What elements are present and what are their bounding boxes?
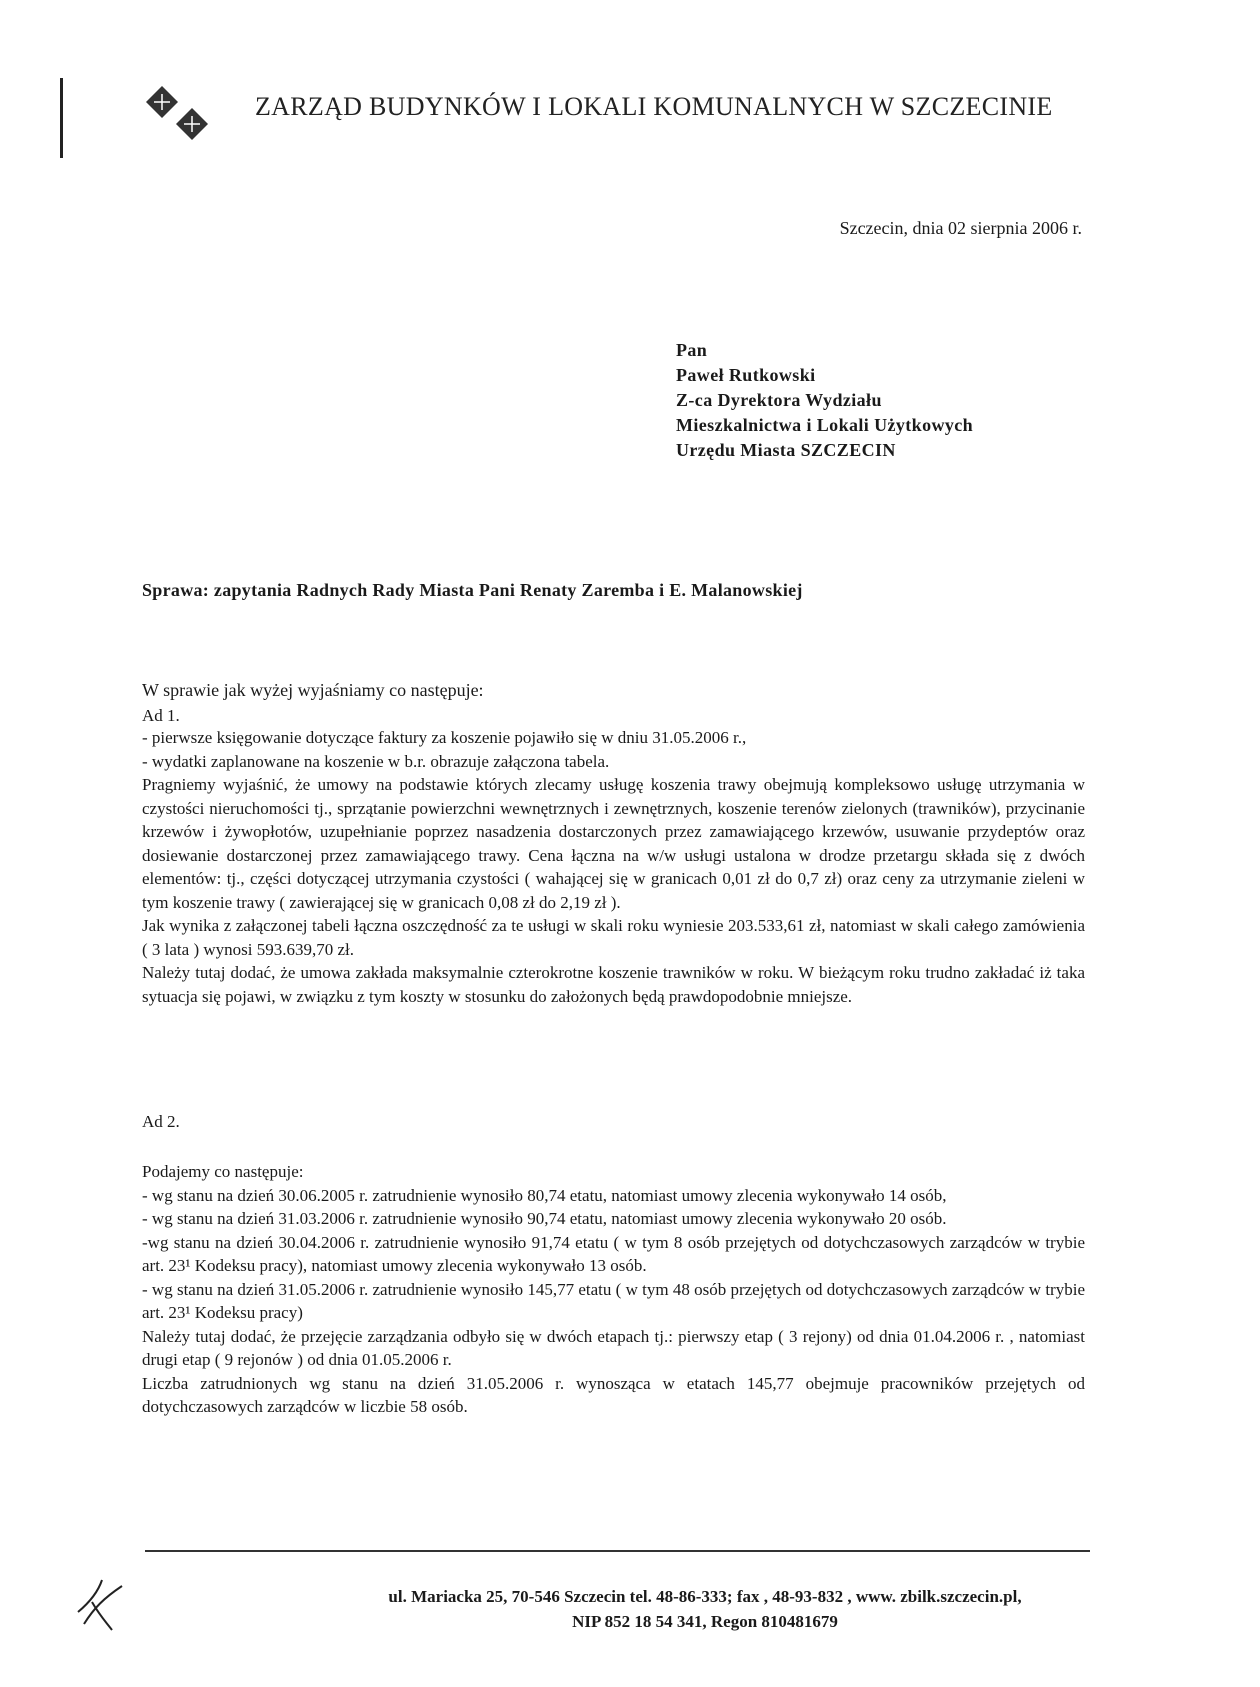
subject-line: Sprawa: zapytania Radnych Rady Miasta Pani Renaty Zaremba i E. Malanowskiej xyxy=(142,580,803,600)
recipient-block xyxy=(676,338,973,463)
section-2 xyxy=(142,1160,1085,1419)
paragraph: - wg stanu na dzień 30.06.2005 r. zatrudnienie wynosiło 80,74 etatu, natomiast umowy zlecenia wykonywało 14 osób, xyxy=(142,1185,947,1205)
recipient-line: Pan xyxy=(676,340,708,360)
diamond-logo-icon xyxy=(138,82,220,146)
footer-address: ul. Mariacka 25, 70-546 Szczecin tel. 48-86-333; fax , 48-93-832 , www. zbilk.szczecin.pl, xyxy=(388,1587,1022,1606)
paragraph: -wg stanu na dzień 30.04.2006 r. zatrudnienie wynosiło 91,74 etatu ( w tym 8 osób przejętych od dotychczasowych zarządców w trybie art. 23¹ Kodeksu pracy), natomiast umowy zlecenia wykonywało 13 osób. xyxy=(142,1232,1085,1275)
recipient-line: Urzędu Miasta SZCZECIN xyxy=(676,440,896,460)
footer-divider xyxy=(145,1550,1090,1552)
section-1: Ad 1. - pierwsze księgowanie dotyczące faktury za koszenie pojawiło się w dniu 31.05.2006 r., - wydatki zaplanowane na koszenie w b.r. obrazuje załączona tabela. Pragniemy wyjaśnić, że umowy na podstawie których zlecamy usługę koszenia trawy obejmują kompleksowo usługę utrzymania w czystości nieruchomości tj., sprzątanie powierzchni wewnętrznych i zewnętrznych, koszenie terenów zielonych (trawników), przycinanie krzewów i żywopłotów, uzupełnianie poprzez nasadzenia dostarczonych przez zamawiającego krzewów, usuwanie przydeptów oraz dosiewanie dostarczonej przez zamawiającego trawy. Cena łączna na w/w usługi ustalona w drodze przetargu składa się z dwóch elementów: tj., części dotyczącej utrzymania czystości ( wahającej się w granicach 0,01 zł do 0,7 zł) oraz ceny za utrzymanie zieleni w tym koszenie trawy ( zawierającej się w granicach 0,08 zł do 2,19 zł ). Jak wynika z załączonej tabeli łączna oszczędność za te usługi w skali roku wyniesie 203.533,61 zł, natomiast w skali całego zamówienia ( 3 lata ) wynosi 593.639,70 zł. Należy tutaj dodać, że umowa zakłada maksymalnie czterokrotne koszenie trawników w roku. W bieżącym roku trudno zakładać iż taka sytuacja się pojawi, w związku z tym koszty w stosunku do założonych będą prawdopodobnie mniejsze. xyxy=(142,726,1085,1008)
letter-date: Szczecin, dnia 02 sierpnia 2006 r. xyxy=(839,218,1082,238)
organization-name: ZARZĄD BUDYNKÓW I LOKALI KOMUNALNYCH W SZCZECINIE xyxy=(255,92,1053,121)
margin-bracket-mark xyxy=(60,78,63,158)
paragraph: - pierwsze księgowanie dotyczące faktury za koszenie pojawiło się w dniu 31.05.2006 r., xyxy=(142,728,747,747)
paragraph: Podajemy co następuje: xyxy=(142,1162,304,1181)
paragraph: Należy tutaj dodać, że umowa zakłada maksymalnie czterokrotne koszenie trawników w roku. W bieżącym roku trudno zakładać iż taka sytuacja się pojawi, w związku z tym koszty w stosunku do założonych będą prawdopodobnie mniejsze. xyxy=(142,963,1085,1006)
paragraph: Pragniemy wyjaśnić, że umowy na podstawie których zlecamy usługę koszenia trawy obejmują kompleksowo usługę utrzymania w czystości nieruchomości tj., sprzątanie powierzchni wewnętrznych i zewnętrznych, koszenie terenów zielonych (trawników), przycinanie krzewów i żywopłotów, uzupełnianie poprzez nasadzenia dostarczonych przez zamawiającego krzewów, usuwanie przydeptów oraz dosiewanie dostarczonej przez zamawiającego trawy. Cena łączna na w/w usługi ustalona w drodze przetargu składa się z dwóch elementów: tj., części dotyczącej utrzymania czystości ( wahającej się w granicach 0,01 zł do 0,7 zł) oraz ceny za utrzymanie zieleni w tym koszenie trawy ( zawierającej się w granicach 0,08 zł do 2,19 zł ). xyxy=(142,775,1085,912)
recipient-line: Mieszkalnictwa i Lokali Użytkowych xyxy=(676,415,974,435)
paragraph: - wg stanu na dzień 31.03.2006 r. zatrudnienie wynosiło 90,74 etatu, natomiast umowy zlecenia wykonywało 20 osób. xyxy=(142,1209,947,1228)
paragraph: Liczba zatrudnionych wg stanu na dzień 31.05.2006 r. wynosząca w etatach 145,77 obejmuje pracowników przejętych od dotychczasowych zarządców w liczbie 58 osób. xyxy=(142,1373,1085,1416)
recipient-line: Paweł Rutkowski xyxy=(676,365,816,385)
footer-registration: NIP 852 18 54 341, Regon 810481679 xyxy=(572,1612,838,1631)
intro-text: W sprawie jak wyżej wyjaśniamy co następuje: xyxy=(142,680,484,700)
paragraph: - wydatki zaplanowane na koszenie w b.r. obrazuje załączona tabela. xyxy=(142,751,610,771)
paragraph: Należy tutaj dodać, że przejęcie zarządzania odbyło się w dwóch etapach tj.: pierwszy etap ( 3 rejony) od dnia 01.04.2006 r. , natomiast drugi etap ( 9 rejonów ) od dnia 01.05.2006 r. xyxy=(142,1326,1085,1369)
section-heading: Ad 2. xyxy=(142,1112,180,1131)
footer-contact xyxy=(0,1584,1260,1634)
paragraph: Jak wynika z załączonej tabeli łączna oszczędność za te usługi w skali roku wyniesie 203.533,61 zł, natomiast w skali całego zamówienia ( 3 lata ) wynosi 593.639,70 zł. xyxy=(142,916,1085,959)
paragraph: - wg stanu na dzień 31.05.2006 r. zatrudnienie wynosiło 145,77 etatu ( w tym 48 osób przejętych od dotychczasowych zarządców w trybie art. 23¹ Kodeksu pracy) xyxy=(142,1279,1085,1322)
recipient-line: Z-ca Dyrektora Wydziału xyxy=(676,390,882,410)
